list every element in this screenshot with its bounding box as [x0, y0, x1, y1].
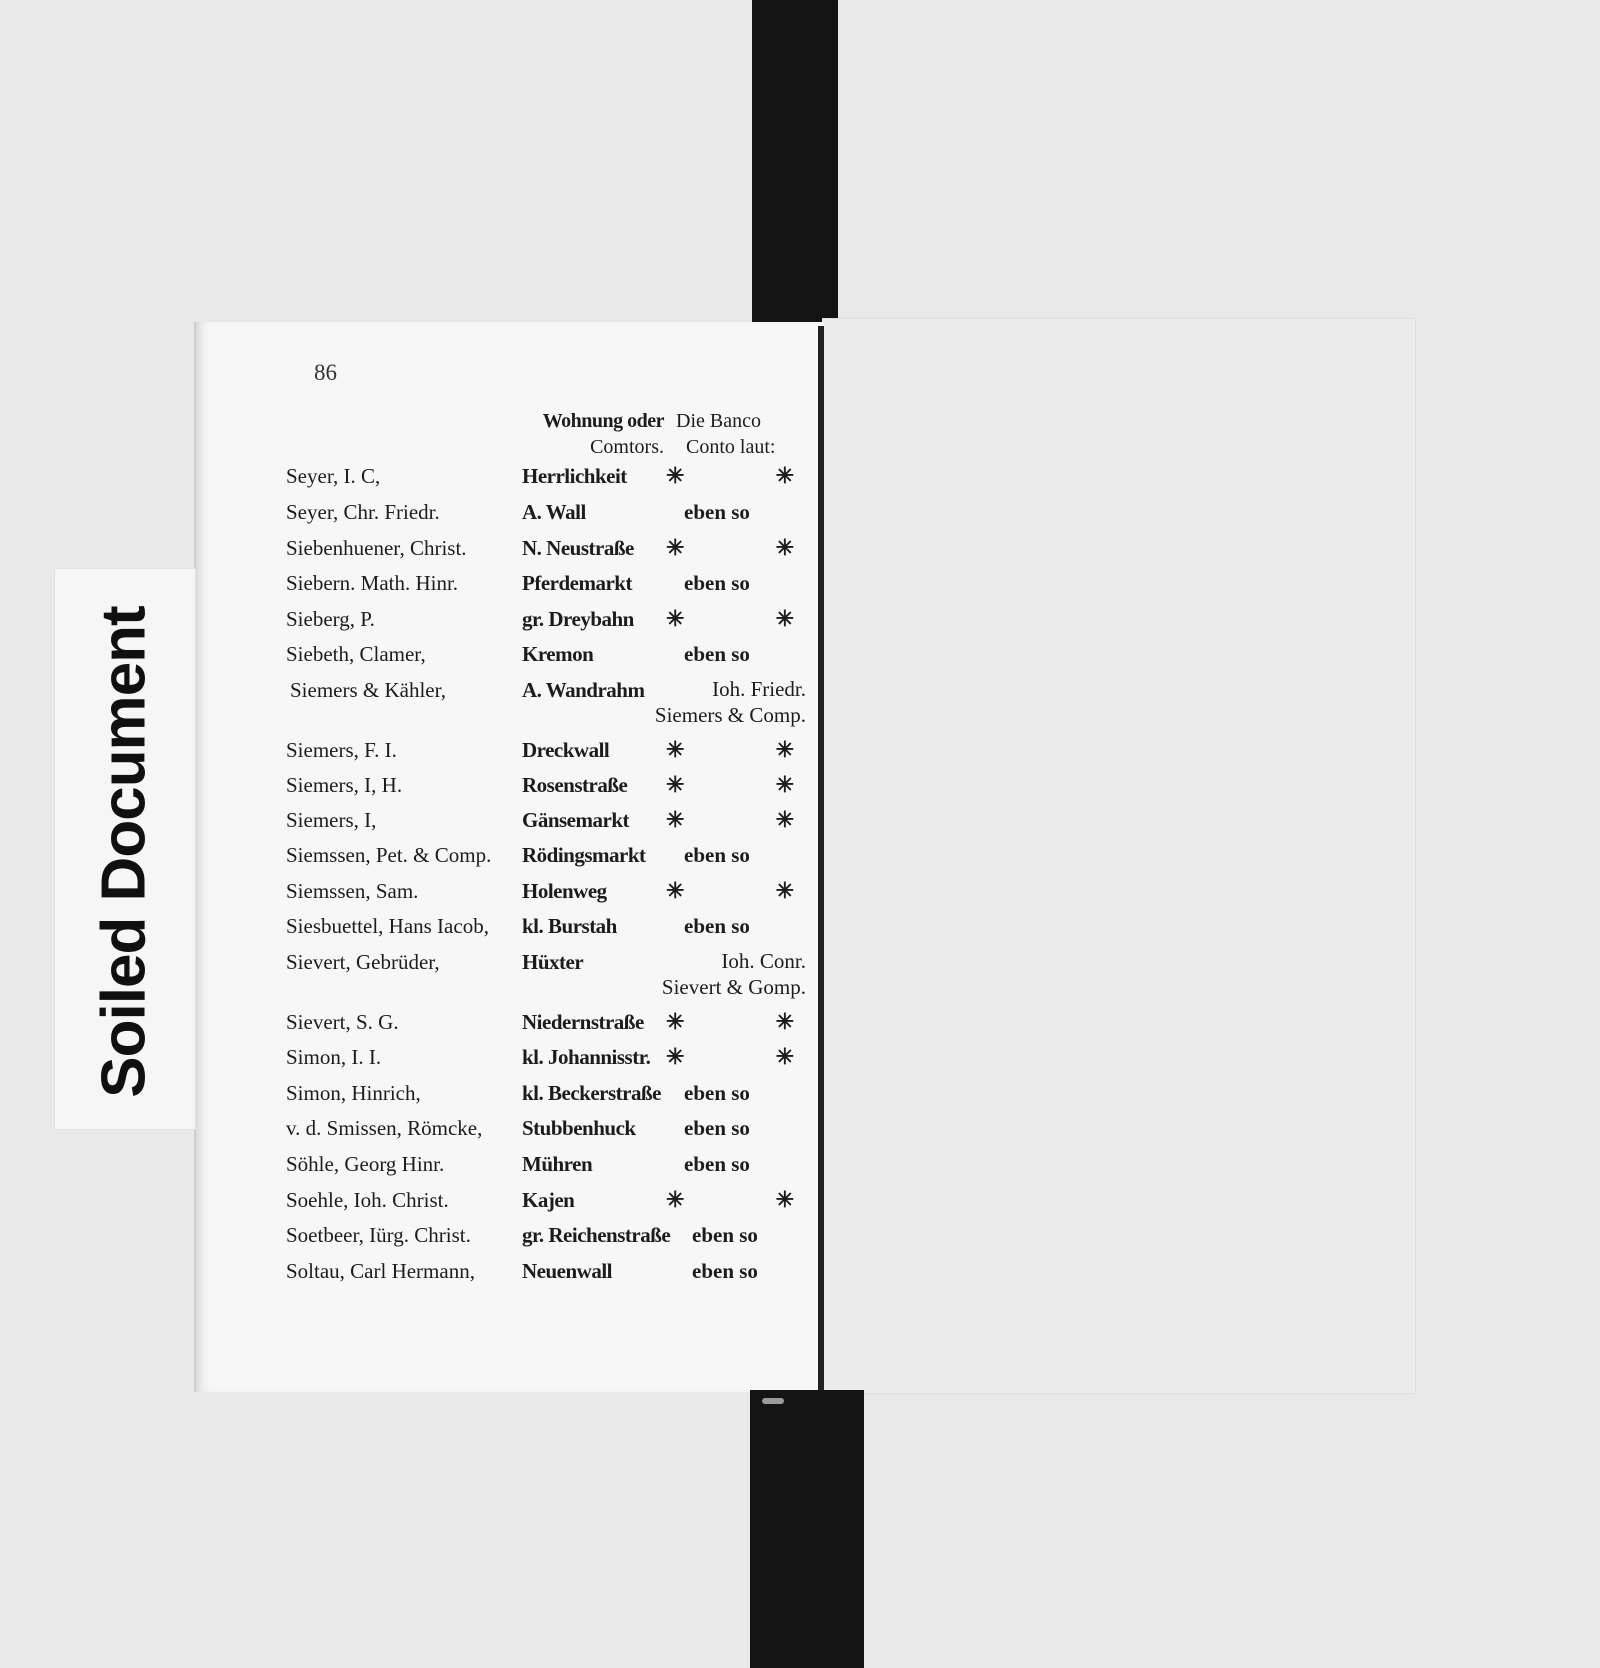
asterisk-mark-icon: ✳ — [775, 772, 794, 797]
entry-account-marks — [666, 736, 794, 764]
entry-street: gr. Reichenstraße — [522, 1223, 671, 1247]
entry-account: eben so — [684, 1081, 750, 1105]
asterisk-mark-icon: ✳ — [666, 772, 685, 797]
column-header-address — [524, 408, 664, 460]
entry-street: A. Wall — [522, 500, 586, 524]
entry-street: Rosenstraße — [522, 773, 628, 797]
entry-account-marks — [666, 771, 794, 799]
entry-street: Rödingsmarkt — [522, 843, 646, 867]
asterisk-mark-icon: ✳ — [775, 1009, 794, 1034]
asterisk-mark-icon: ✳ — [666, 535, 685, 560]
entry-name: Siebern. Math. Hinr. — [286, 571, 459, 595]
entry-name: Siemers, I, — [286, 808, 377, 832]
entry-account: eben so — [692, 1223, 758, 1247]
entry-street: Dreckwall — [522, 738, 610, 762]
entry-street: Hüxter — [522, 950, 584, 974]
account-header-line2: Conto laut: — [686, 436, 776, 458]
asterisk-mark-icon: ✳ — [775, 807, 794, 832]
column-header-account — [676, 408, 806, 460]
entry-street: Holenweg — [522, 879, 607, 903]
entry-account: eben so — [684, 571, 750, 595]
asterisk-mark-icon: ✳ — [666, 737, 685, 762]
entry-street: kl. Johannisstr. — [522, 1045, 651, 1069]
entry-account-firm — [654, 676, 806, 728]
entry-name: Siebenhuener, Christ. — [286, 536, 467, 560]
entry-name: Soetbeer, Iürg. Christ. — [286, 1223, 471, 1247]
entry-street: Gänsemarkt — [522, 808, 629, 832]
soiled-document-label: Soiled Document — [89, 606, 159, 1098]
account-line1: Ioh. Friedr. — [712, 677, 806, 701]
entry-street: gr. Dreybahn — [522, 607, 634, 631]
entry-account-marks — [666, 534, 794, 562]
asterisk-mark-icon: ✳ — [775, 1044, 794, 1069]
entry-account: eben so — [684, 843, 750, 867]
entry-street: kl. Beckerstraße — [522, 1081, 661, 1105]
asterisk-mark-icon: ✳ — [666, 606, 685, 631]
facing-blank-page — [822, 318, 1416, 1394]
entry-account: eben so — [684, 1152, 750, 1176]
asterisk-mark-icon: ✳ — [775, 1187, 794, 1212]
entry-account-marks — [666, 462, 794, 490]
entry-name: Soltau, Carl Hermann, — [286, 1259, 475, 1283]
film-strip-bottom — [750, 1390, 864, 1668]
entry-name: Siemssen, Pet. & Comp. — [286, 843, 492, 867]
entry-account: eben so — [692, 1259, 758, 1283]
asterisk-mark-icon: ✳ — [666, 1009, 685, 1034]
account-header-line1: Die Banco — [676, 410, 761, 432]
page-number: 86 — [314, 360, 337, 385]
entry-name: Söhle, Georg Hinr. — [286, 1152, 445, 1176]
entry-name: Seyer, Chr. Friedr. — [286, 500, 440, 524]
scanned-page — [194, 322, 824, 1392]
entry-name: Siesbuettel, Hans Iacob, — [286, 914, 489, 938]
entry-account-marks — [666, 1186, 794, 1214]
asterisk-mark-icon: ✳ — [775, 606, 794, 631]
entry-account-firm — [661, 948, 806, 1000]
entry-account: eben so — [684, 1116, 750, 1140]
entry-name: Siebeth, Clamer, — [286, 642, 426, 666]
entry-name: Sieberg, P. — [286, 607, 375, 631]
address-header-line2: Comtors. — [590, 436, 664, 458]
entry-name: Sievert, S. G. — [286, 1010, 399, 1034]
entry-name: Siemers, F. I. — [286, 738, 397, 762]
entry-name: Simon, I. I. — [286, 1045, 382, 1069]
entry-account-marks — [666, 877, 794, 905]
entry-account-marks — [666, 806, 794, 834]
entry-street: Neuenwall — [522, 1259, 612, 1283]
account-line2: Sievert & Gomp. — [661, 975, 806, 999]
entry-account: eben so — [684, 914, 750, 938]
account-line1: Ioh. Conr. — [721, 949, 806, 973]
asterisk-mark-icon: ✳ — [666, 878, 685, 903]
entry-name: Soehle, Ioh. Christ. — [286, 1188, 449, 1212]
entry-name: Siemers & Kähler, — [290, 678, 447, 702]
entry-street: Pferdemarkt — [522, 571, 632, 595]
entry-name: Siemers, I, H. — [286, 773, 403, 797]
entry-name: v. d. Smissen, Römcke, — [286, 1116, 483, 1140]
asterisk-mark-icon: ✳ — [666, 463, 685, 488]
asterisk-mark-icon: ✳ — [666, 807, 685, 832]
entry-account-marks — [666, 1008, 794, 1036]
asterisk-mark-icon: ✳ — [666, 1044, 685, 1069]
entry-account-marks — [666, 605, 794, 633]
entry-street: Kajen — [522, 1188, 575, 1212]
entry-street: Mühren — [522, 1152, 593, 1176]
asterisk-mark-icon: ✳ — [666, 1187, 685, 1212]
entry-name: Siemssen, Sam. — [286, 879, 419, 903]
asterisk-mark-icon: ✳ — [775, 878, 794, 903]
asterisk-mark-icon: ✳ — [775, 463, 794, 488]
entry-street: Herrlichkeit — [522, 464, 627, 488]
book-gutter — [818, 326, 824, 1392]
entry-street: Stubbenhuck — [522, 1116, 636, 1140]
address-header-line1: Wohnung oder — [542, 410, 664, 432]
asterisk-mark-icon: ✳ — [775, 737, 794, 762]
entry-name: Sievert, Gebrüder, — [286, 950, 440, 974]
entry-account: eben so — [684, 500, 750, 524]
entry-street: N. Neustraße — [522, 536, 634, 560]
entry-account-marks — [666, 1043, 794, 1071]
entry-street: Kremon — [522, 642, 594, 666]
entry-street: Niedernstraße — [522, 1010, 644, 1034]
account-line2: Siemers & Comp. — [654, 703, 806, 727]
asterisk-mark-icon: ✳ — [775, 535, 794, 560]
entry-street: kl. Burstah — [522, 914, 617, 938]
entry-account: eben so — [684, 642, 750, 666]
entry-name: Simon, Hinrich, — [286, 1081, 421, 1105]
entry-name: Seyer, I. C, — [286, 464, 381, 488]
film-strip-top — [752, 0, 838, 324]
entry-street: A. Wandrahm — [522, 678, 645, 702]
